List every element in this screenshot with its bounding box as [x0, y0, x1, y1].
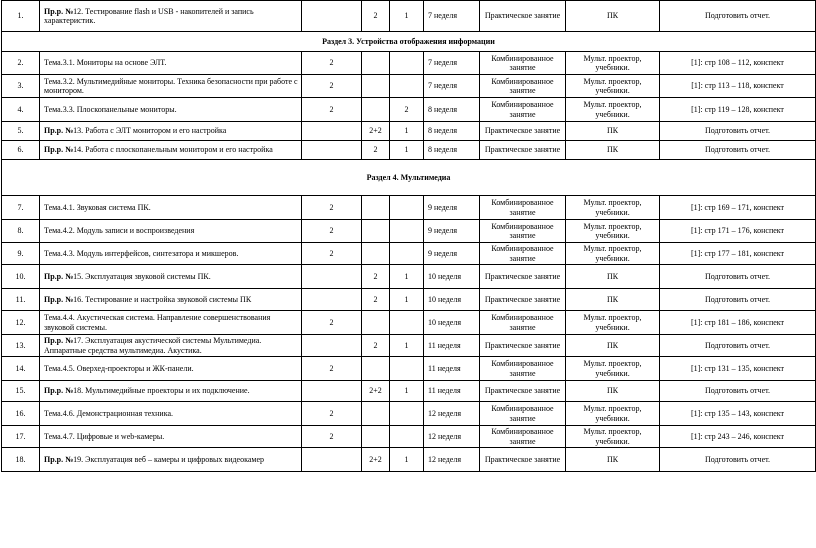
practice-hours-cell [362, 52, 390, 75]
equipment-cell: Мульт. проектор, учебники. [566, 311, 660, 335]
row-number: 10. [2, 265, 40, 289]
equipment-cell: ПК [566, 335, 660, 357]
week-cell: 10 неделя [424, 289, 480, 311]
practical-work-prefix: Пр.р. № [44, 271, 74, 281]
topic-cell [40, 196, 302, 220]
self-study-hours-cell [390, 52, 424, 75]
practice-hours-cell [362, 357, 390, 381]
equipment-cell: Мульт. проектор, учебники. [566, 52, 660, 75]
topic-text: 19. Эксплуатация веб – камеры и цифровых видеокамер [73, 454, 265, 464]
table-row [2, 220, 816, 243]
topic-text: 13. Работа с ЭЛТ монитором и его настройка [73, 126, 227, 136]
row-number: 16. [2, 402, 40, 426]
practical-work-prefix: Пр.р. № [44, 126, 74, 136]
week-cell: 10 неделя [424, 311, 480, 335]
homework-cell: [1]: стр 243 – 246, конспект [660, 426, 816, 448]
practice-hours-cell [362, 426, 390, 448]
homework-cell: Подготовить отчет. [660, 141, 816, 160]
topic-cell [40, 402, 302, 426]
section-header-row [2, 32, 816, 52]
theory-hours-cell [302, 1, 362, 32]
table-row [2, 289, 816, 311]
section-title: Раздел 3. Устройства отображения информации [2, 32, 816, 52]
row-number: 15. [2, 381, 40, 402]
lesson-type-cell: Комбинированное занятие [480, 426, 566, 448]
homework-cell: Подготовить отчет. [660, 448, 816, 472]
homework-cell: Подготовить отчет. [660, 1, 816, 32]
topic-cell [40, 141, 302, 160]
topic-text: Тема.4.3. Модуль интерфейсов, синтезатора и микшеров. [44, 248, 239, 258]
topic-cell [40, 122, 302, 141]
practice-hours-cell [362, 196, 390, 220]
practice-hours-cell [362, 311, 390, 335]
self-study-hours-cell [390, 75, 424, 98]
practical-work-prefix: Пр.р. № [44, 454, 74, 464]
self-study-hours-cell: 1 [390, 141, 424, 160]
practice-hours-cell [362, 220, 390, 243]
topic-cell [40, 243, 302, 265]
homework-cell: [1]: стр 177 – 181, конспект [660, 243, 816, 265]
practical-work-prefix: Пр.р. № [44, 294, 74, 304]
self-study-hours-cell [390, 243, 424, 265]
homework-cell: [1]: стр 108 – 112, конспект [660, 52, 816, 75]
practice-hours-cell: 2 [362, 141, 390, 160]
row-number: 9. [2, 243, 40, 265]
row-number: 6. [2, 141, 40, 160]
table-row [2, 1, 816, 32]
row-number: 5. [2, 122, 40, 141]
week-cell: 8 неделя [424, 122, 480, 141]
theory-hours-cell: 2 [302, 243, 362, 265]
homework-cell: [1]: стр 135 – 143, конспект [660, 402, 816, 426]
section-header-row [2, 160, 816, 196]
table-row [2, 98, 816, 122]
topic-text: Тема.4.6. Демонстрационная техника. [44, 408, 174, 418]
week-cell: 9 неделя [424, 243, 480, 265]
lesson-type-cell: Комбинированное занятие [480, 402, 566, 426]
practice-hours-cell: 2+2 [362, 122, 390, 141]
self-study-hours-cell: 1 [390, 289, 424, 311]
lesson-type-cell: Комбинированное занятие [480, 98, 566, 122]
equipment-cell: Мульт. проектор, учебники. [566, 98, 660, 122]
homework-cell: Подготовить отчет. [660, 265, 816, 289]
row-number: 11. [2, 289, 40, 311]
topic-cell [40, 75, 302, 98]
homework-cell: [1]: стр 181 – 186, конспект [660, 311, 816, 335]
self-study-hours-cell: 2 [390, 98, 424, 122]
lesson-type-cell: Комбинированное занятие [480, 220, 566, 243]
topic-cell [40, 311, 302, 335]
topic-text: Тема.4.7. Цифровые и web-камеры. [44, 431, 165, 441]
topic-text: 12. Тестирование flash и USB - накопителей и запись характеристик. [44, 6, 254, 25]
table-row [2, 122, 816, 141]
homework-cell: Подготовить отчет. [660, 122, 816, 141]
practice-hours-cell [362, 98, 390, 122]
week-cell: 7 неделя [424, 52, 480, 75]
topic-cell [40, 265, 302, 289]
row-number: 3. [2, 75, 40, 98]
topic-text: 18. Мультимедийные проекторы и их подключение. [73, 386, 250, 396]
topic-text: Тема.3.2. Мультимедийные мониторы. Техника безопасности при работе с монитором. [44, 76, 298, 95]
week-cell: 9 неделя [424, 220, 480, 243]
lesson-type-cell: Комбинированное занятие [480, 311, 566, 335]
lesson-type-cell: Комбинированное занятие [480, 357, 566, 381]
topic-text: 17. Эксплуатация акустической системы Мультимедиа. Аппаратные средства мультимедиа. Акустика. [44, 336, 262, 355]
row-number: 8. [2, 220, 40, 243]
table-row [2, 265, 816, 289]
lesson-type-cell: Практическое занятие [480, 265, 566, 289]
lesson-type-cell: Практическое занятие [480, 448, 566, 472]
schedule-body [2, 1, 816, 472]
week-cell: 12 неделя [424, 448, 480, 472]
row-number: 14. [2, 357, 40, 381]
practice-hours-cell: 2+2 [362, 448, 390, 472]
self-study-hours-cell [390, 311, 424, 335]
theory-hours-cell: 2 [302, 311, 362, 335]
row-number: 12. [2, 311, 40, 335]
practice-hours-cell: 2 [362, 335, 390, 357]
topic-text: Тема.4.5. Оверхед-проекторы и ЖК-панели. [44, 363, 194, 373]
practical-work-prefix: Пр.р. № [44, 386, 74, 396]
homework-cell: [1]: стр 119 – 128, конспект [660, 98, 816, 122]
lesson-type-cell: Практическое занятие [480, 381, 566, 402]
table-row [2, 196, 816, 220]
theory-hours-cell: 2 [302, 357, 362, 381]
theory-hours-cell [302, 122, 362, 141]
week-cell: 9 неделя [424, 196, 480, 220]
row-number: 7. [2, 196, 40, 220]
self-study-hours-cell [390, 220, 424, 243]
topic-text: Тема.4.1. Звуковая система ПК. [44, 202, 151, 212]
topic-cell [40, 98, 302, 122]
lesson-type-cell: Практическое занятие [480, 1, 566, 32]
table-row [2, 381, 816, 402]
topic-cell [40, 448, 302, 472]
row-number: 1. [2, 1, 40, 32]
topic-text: 15. Эксплуатация звуковой системы ПК. [73, 271, 211, 281]
equipment-cell: ПК [566, 141, 660, 160]
week-cell: 10 неделя [424, 265, 480, 289]
equipment-cell: ПК [566, 1, 660, 32]
practice-hours-cell: 2 [362, 1, 390, 32]
table-row [2, 52, 816, 75]
equipment-cell: ПК [566, 122, 660, 141]
topic-text: 14. Работа с плоскопанельным монитором и его настройка [73, 145, 273, 155]
practice-hours-cell [362, 243, 390, 265]
practice-hours-cell: 2 [362, 289, 390, 311]
schedule-table [1, 0, 816, 472]
homework-cell: [1]: стр 171 – 176, конспект [660, 220, 816, 243]
topic-cell [40, 220, 302, 243]
row-number: 18. [2, 448, 40, 472]
lesson-type-cell: Комбинированное занятие [480, 52, 566, 75]
theory-hours-cell: 2 [302, 220, 362, 243]
lesson-type-cell: Комбинированное занятие [480, 196, 566, 220]
topic-text: Тема.4.2. Модуль записи и воспроизведения [44, 226, 195, 236]
table-row [2, 426, 816, 448]
row-number: 17. [2, 426, 40, 448]
week-cell: 11 неделя [424, 381, 480, 402]
row-number: 2. [2, 52, 40, 75]
self-study-hours-cell: 1 [390, 265, 424, 289]
table-row [2, 75, 816, 98]
topic-cell [40, 381, 302, 402]
practice-hours-cell: 2 [362, 265, 390, 289]
homework-cell: Подготовить отчет. [660, 335, 816, 357]
topic-cell [40, 1, 302, 32]
lesson-type-cell: Комбинированное занятие [480, 75, 566, 98]
equipment-cell: Мульт. проектор, учебники. [566, 220, 660, 243]
topic-cell [40, 52, 302, 75]
homework-cell: Подготовить отчет. [660, 381, 816, 402]
theory-hours-cell [302, 141, 362, 160]
theory-hours-cell [302, 289, 362, 311]
self-study-hours-cell [390, 426, 424, 448]
row-number: 4. [2, 98, 40, 122]
theory-hours-cell: 2 [302, 52, 362, 75]
self-study-hours-cell: 1 [390, 122, 424, 141]
table-row [2, 402, 816, 426]
theory-hours-cell: 2 [302, 196, 362, 220]
lesson-type-cell: Практическое занятие [480, 141, 566, 160]
equipment-cell: Мульт. проектор, учебники. [566, 357, 660, 381]
section-title: Раздел 4. Мультимедиа [2, 160, 816, 196]
practice-hours-cell [362, 402, 390, 426]
topic-cell [40, 426, 302, 448]
practical-work-prefix: Пр.р. № [44, 6, 74, 16]
week-cell: 11 неделя [424, 357, 480, 381]
homework-cell: [1]: стр 169 – 171, конспект [660, 196, 816, 220]
equipment-cell: Мульт. проектор, учебники. [566, 196, 660, 220]
equipment-cell: Мульт. проектор, учебники. [566, 243, 660, 265]
topic-text: 16. Тестирование и настройка звуковой системы ПК [73, 294, 252, 304]
lesson-type-cell: Комбинированное занятие [480, 243, 566, 265]
equipment-cell: Мульт. проектор, учебники. [566, 75, 660, 98]
topic-text: Тема.3.3. Плоскопанельные мониторы. [44, 104, 177, 114]
self-study-hours-cell: 1 [390, 381, 424, 402]
theory-hours-cell [302, 265, 362, 289]
lesson-type-cell: Практическое занятие [480, 289, 566, 311]
topic-cell [40, 289, 302, 311]
week-cell: 8 неделя [424, 141, 480, 160]
equipment-cell: ПК [566, 381, 660, 402]
self-study-hours-cell: 1 [390, 1, 424, 32]
table-row [2, 448, 816, 472]
self-study-hours-cell [390, 402, 424, 426]
row-number: 13. [2, 335, 40, 357]
homework-cell: Подготовить отчет. [660, 289, 816, 311]
theory-hours-cell [302, 381, 362, 402]
week-cell: 8 неделя [424, 98, 480, 122]
week-cell: 12 неделя [424, 426, 480, 448]
self-study-hours-cell [390, 357, 424, 381]
table-row [2, 357, 816, 381]
theory-hours-cell [302, 448, 362, 472]
theory-hours-cell: 2 [302, 402, 362, 426]
equipment-cell: ПК [566, 265, 660, 289]
week-cell: 11 неделя [424, 335, 480, 357]
topic-text: Тема.4.4. Акустическая система. Направление совершенствования звуковой системы. [44, 313, 271, 332]
table-row [2, 243, 816, 265]
week-cell: 12 неделя [424, 402, 480, 426]
practical-work-prefix: Пр.р. № [44, 336, 74, 346]
practice-hours-cell: 2+2 [362, 381, 390, 402]
homework-cell: [1]: стр 131 – 135, конспект [660, 357, 816, 381]
theory-hours-cell [302, 335, 362, 357]
table-row [2, 335, 816, 357]
topic-text: Тема.3.1. Мониторы на основе ЭЛТ. [44, 58, 167, 68]
practice-hours-cell [362, 75, 390, 98]
lesson-type-cell: Практическое занятие [480, 335, 566, 357]
week-cell: 7 неделя [424, 75, 480, 98]
topic-cell [40, 335, 302, 357]
table-row [2, 311, 816, 335]
theory-hours-cell: 2 [302, 75, 362, 98]
homework-cell: [1]: стр 113 – 118, конспект [660, 75, 816, 98]
self-study-hours-cell: 1 [390, 448, 424, 472]
lesson-type-cell: Практическое занятие [480, 122, 566, 141]
equipment-cell: ПК [566, 448, 660, 472]
theory-hours-cell: 2 [302, 426, 362, 448]
theory-hours-cell: 2 [302, 98, 362, 122]
practical-work-prefix: Пр.р. № [44, 145, 74, 155]
self-study-hours-cell: 1 [390, 335, 424, 357]
equipment-cell: Мульт. проектор, учебники. [566, 426, 660, 448]
week-cell: 7 неделя [424, 1, 480, 32]
table-row [2, 141, 816, 160]
topic-cell [40, 357, 302, 381]
equipment-cell: Мульт. проектор, учебники. [566, 402, 660, 426]
equipment-cell: ПК [566, 289, 660, 311]
self-study-hours-cell [390, 196, 424, 220]
